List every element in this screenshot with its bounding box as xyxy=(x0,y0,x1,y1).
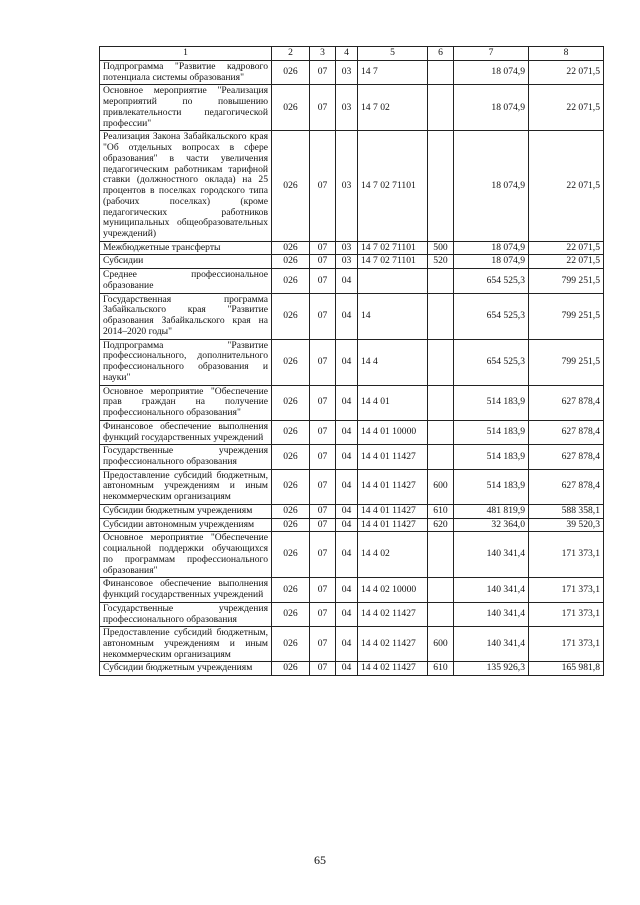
amount-year-2: 627 878,4 xyxy=(529,385,604,420)
amount-year-1: 18 074,9 xyxy=(454,255,529,269)
target-article-code: 14 4 01 xyxy=(358,385,428,420)
subsection-code: 03 xyxy=(336,61,358,85)
section-code: 07 xyxy=(310,504,336,518)
column-header: 8 xyxy=(529,47,604,61)
column-header: 2 xyxy=(272,47,310,61)
amount-year-2: 22 071,5 xyxy=(529,131,604,241)
expense-type-code xyxy=(428,420,454,444)
table-row xyxy=(100,445,604,469)
subsection-code: 04 xyxy=(336,578,358,602)
amount-year-2: 165 981,8 xyxy=(529,662,604,676)
ministry-code: 026 xyxy=(272,385,310,420)
section-code: 07 xyxy=(310,518,336,532)
ministry-code: 026 xyxy=(272,241,310,255)
section-code: 07 xyxy=(310,469,336,504)
row-name: Основное мероприятие "Реализация мероприятий по повышению привлекательности педагогической профессии" xyxy=(100,85,272,131)
target-article-code: 14 4 02 11427 xyxy=(358,662,428,676)
table-row xyxy=(100,602,604,626)
row-name: Подпрограмма "Развитие профессионального, дополнительного профессионального образования и науки" xyxy=(100,339,272,385)
expense-type-code: 520 xyxy=(428,255,454,269)
amount-year-2: 171 373,1 xyxy=(529,532,604,578)
ministry-code: 026 xyxy=(272,85,310,131)
ministry-code: 026 xyxy=(272,255,310,269)
row-name: Субсидии бюджетным учреждениям xyxy=(100,662,272,676)
ministry-code: 026 xyxy=(272,504,310,518)
amount-year-2: 22 071,5 xyxy=(529,255,604,269)
amount-year-2: 627 878,4 xyxy=(529,420,604,444)
ministry-code: 026 xyxy=(272,532,310,578)
amount-year-1: 514 183,9 xyxy=(454,420,529,444)
amount-year-1: 654 525,3 xyxy=(454,339,529,385)
row-name: Основное мероприятие "Обеспечение прав граждан на получение профессионального образования" xyxy=(100,385,272,420)
section-code: 07 xyxy=(310,385,336,420)
row-name: Предоставление субсидий бюджетным, автономным учреждениям и иным некоммерческим организациям xyxy=(100,469,272,504)
section-code: 07 xyxy=(310,578,336,602)
table-row xyxy=(100,269,604,293)
subsection-code: 04 xyxy=(336,518,358,532)
table-row xyxy=(100,578,604,602)
amount-year-1: 140 341,4 xyxy=(454,532,529,578)
subsection-code: 04 xyxy=(336,504,358,518)
ministry-code: 026 xyxy=(272,339,310,385)
expense-type-code: 600 xyxy=(428,627,454,662)
section-code: 07 xyxy=(310,602,336,626)
amount-year-1: 140 341,4 xyxy=(454,578,529,602)
expense-type-code xyxy=(428,385,454,420)
subsection-code: 04 xyxy=(336,662,358,676)
amount-year-1: 654 525,3 xyxy=(454,269,529,293)
target-article-code: 14 4 01 10000 xyxy=(358,420,428,444)
expense-type-code xyxy=(428,85,454,131)
amount-year-1: 140 341,4 xyxy=(454,602,529,626)
subsection-code: 03 xyxy=(336,255,358,269)
budget-table xyxy=(99,46,604,676)
row-name: Государственные учреждения профессионального образования xyxy=(100,445,272,469)
target-article-code: 14 4 02 11427 xyxy=(358,627,428,662)
section-code: 07 xyxy=(310,293,336,339)
column-header: 5 xyxy=(358,47,428,61)
ministry-code: 026 xyxy=(272,627,310,662)
amount-year-2: 799 251,5 xyxy=(529,339,604,385)
row-name: Предоставление субсидий бюджетным, автономным учреждениям и иным некоммерческим организациям xyxy=(100,627,272,662)
ministry-code: 026 xyxy=(272,602,310,626)
subsection-code: 04 xyxy=(336,602,358,626)
amount-year-2: 22 071,5 xyxy=(529,61,604,85)
amount-year-1: 481 819,9 xyxy=(454,504,529,518)
amount-year-1: 514 183,9 xyxy=(454,445,529,469)
target-article-code: 14 xyxy=(358,293,428,339)
amount-year-2: 171 373,1 xyxy=(529,578,604,602)
ministry-code: 026 xyxy=(272,420,310,444)
row-name: Субсидии xyxy=(100,255,272,269)
section-code: 07 xyxy=(310,627,336,662)
amount-year-2: 627 878,4 xyxy=(529,445,604,469)
target-article-code: 14 4 xyxy=(358,339,428,385)
amount-year-2: 627 878,4 xyxy=(529,469,604,504)
subsection-code: 04 xyxy=(336,293,358,339)
table-row xyxy=(100,241,604,255)
subsection-code: 04 xyxy=(336,385,358,420)
amount-year-2: 171 373,1 xyxy=(529,602,604,626)
subsection-code: 03 xyxy=(336,241,358,255)
section-code: 07 xyxy=(310,85,336,131)
section-code: 07 xyxy=(310,662,336,676)
section-code: 07 xyxy=(310,131,336,241)
amount-year-1: 514 183,9 xyxy=(454,469,529,504)
target-article-code: 14 4 01 11427 xyxy=(358,445,428,469)
ministry-code: 026 xyxy=(272,578,310,602)
amount-year-2: 171 373,1 xyxy=(529,627,604,662)
amount-year-1: 18 074,9 xyxy=(454,241,529,255)
section-code: 07 xyxy=(310,61,336,85)
row-name: Межбюджетные трансферты xyxy=(100,241,272,255)
amount-year-1: 135 926,3 xyxy=(454,662,529,676)
amount-year-1: 18 074,9 xyxy=(454,85,529,131)
table-row xyxy=(100,469,604,504)
table-row xyxy=(100,61,604,85)
expense-type-code: 610 xyxy=(428,504,454,518)
expense-type-code: 620 xyxy=(428,518,454,532)
amount-year-1: 32 364,0 xyxy=(454,518,529,532)
expense-type-code xyxy=(428,532,454,578)
expense-type-code xyxy=(428,269,454,293)
table-row xyxy=(100,420,604,444)
subsection-code: 03 xyxy=(336,85,358,131)
table-row xyxy=(100,339,604,385)
expense-type-code xyxy=(428,293,454,339)
row-name: Реализация Закона Забайкальского края "Об отдельных вопросах в сфере образования" в части увеличения педагогическим работникам тарифной ставки (должностного оклада) на 25 процентов в поселках городского типа (рабочих поселках) (кроме педагогических работников муниципальных общеобразовательных учреждений) xyxy=(100,131,272,241)
column-header: 1 xyxy=(100,47,272,61)
target-article-code: 14 4 01 11427 xyxy=(358,504,428,518)
target-article-code: 14 4 02 xyxy=(358,532,428,578)
section-code: 07 xyxy=(310,339,336,385)
column-header: 3 xyxy=(310,47,336,61)
subsection-code: 04 xyxy=(336,469,358,504)
expense-type-code xyxy=(428,339,454,385)
expense-type-code xyxy=(428,578,454,602)
ministry-code: 026 xyxy=(272,445,310,469)
section-code: 07 xyxy=(310,241,336,255)
subsection-code: 04 xyxy=(336,627,358,662)
amount-year-1: 18 074,9 xyxy=(454,61,529,85)
amount-year-2: 799 251,5 xyxy=(529,269,604,293)
column-header: 4 xyxy=(336,47,358,61)
table-row xyxy=(100,385,604,420)
table-row xyxy=(100,627,604,662)
ministry-code: 026 xyxy=(272,269,310,293)
amount-year-2: 22 071,5 xyxy=(529,85,604,131)
subsection-code: 04 xyxy=(336,339,358,385)
row-name: Субсидии автономным учреждениям xyxy=(100,518,272,532)
ministry-code: 026 xyxy=(272,61,310,85)
row-name: Государственные учреждения профессионального образования xyxy=(100,602,272,626)
row-name: Финансовое обеспечение выполнения функций государственных учреждений xyxy=(100,578,272,602)
ministry-code: 026 xyxy=(272,662,310,676)
section-code: 07 xyxy=(310,255,336,269)
expense-type-code: 600 xyxy=(428,469,454,504)
column-header: 6 xyxy=(428,47,454,61)
target-article-code: 14 7 02 71101 xyxy=(358,255,428,269)
section-code: 07 xyxy=(310,269,336,293)
ministry-code: 026 xyxy=(272,518,310,532)
amount-year-1: 654 525,3 xyxy=(454,293,529,339)
table-row xyxy=(100,504,604,518)
expense-type-code: 500 xyxy=(428,241,454,255)
subsection-code: 04 xyxy=(336,445,358,469)
table-row xyxy=(100,85,604,131)
target-article-code: 14 4 02 10000 xyxy=(358,578,428,602)
amount-year-1: 18 074,9 xyxy=(454,131,529,241)
section-code: 07 xyxy=(310,532,336,578)
row-name: Государственная программа Забайкальского края "Развитие образования Забайкальского края на 2014–2020 годы" xyxy=(100,293,272,339)
expense-type-code: 610 xyxy=(428,662,454,676)
target-article-code: 14 7 02 71101 xyxy=(358,131,428,241)
amount-year-2: 22 071,5 xyxy=(529,241,604,255)
target-article-code: 14 4 01 11427 xyxy=(358,518,428,532)
amount-year-2: 588 358,1 xyxy=(529,504,604,518)
row-name: Подпрограмма "Развитие кадрового потенциала системы образования" xyxy=(100,61,272,85)
amount-year-2: 39 520,3 xyxy=(529,518,604,532)
amount-year-1: 514 183,9 xyxy=(454,385,529,420)
expense-type-code xyxy=(428,61,454,85)
table-row xyxy=(100,518,604,532)
expense-type-code xyxy=(428,131,454,241)
table-row xyxy=(100,131,604,241)
target-article-code xyxy=(358,269,428,293)
page-number: 65 xyxy=(314,853,326,867)
subsection-code: 04 xyxy=(336,269,358,293)
expense-type-code xyxy=(428,445,454,469)
section-code: 07 xyxy=(310,445,336,469)
target-article-code: 14 4 02 11427 xyxy=(358,602,428,626)
row-name: Основное мероприятие "Обеспечение социальной поддержки обучающихся по программам профессионального образования" xyxy=(100,532,272,578)
ministry-code: 026 xyxy=(272,469,310,504)
expense-type-code xyxy=(428,602,454,626)
subsection-code: 04 xyxy=(336,420,358,444)
target-article-code: 14 7 02 xyxy=(358,85,428,131)
target-article-code: 14 7 02 71101 xyxy=(358,241,428,255)
table-row xyxy=(100,532,604,578)
amount-year-2: 799 251,5 xyxy=(529,293,604,339)
target-article-code: 14 4 01 11427 xyxy=(358,469,428,504)
row-name: Субсидии бюджетным учреждениям xyxy=(100,504,272,518)
ministry-code: 026 xyxy=(272,293,310,339)
table-row xyxy=(100,255,604,269)
table-body xyxy=(100,61,604,676)
column-header: 7 xyxy=(454,47,529,61)
subsection-code: 03 xyxy=(336,131,358,241)
subsection-code: 04 xyxy=(336,532,358,578)
amount-year-1: 140 341,4 xyxy=(454,627,529,662)
table-row xyxy=(100,293,604,339)
row-name: Финансовое обеспечение выполнения функций государственных учреждений xyxy=(100,420,272,444)
ministry-code: 026 xyxy=(272,131,310,241)
table-row xyxy=(100,662,604,676)
section-code: 07 xyxy=(310,420,336,444)
row-name: Среднее профессиональное образование xyxy=(100,269,272,293)
table-header-row xyxy=(100,47,604,61)
target-article-code: 14 7 xyxy=(358,61,428,85)
